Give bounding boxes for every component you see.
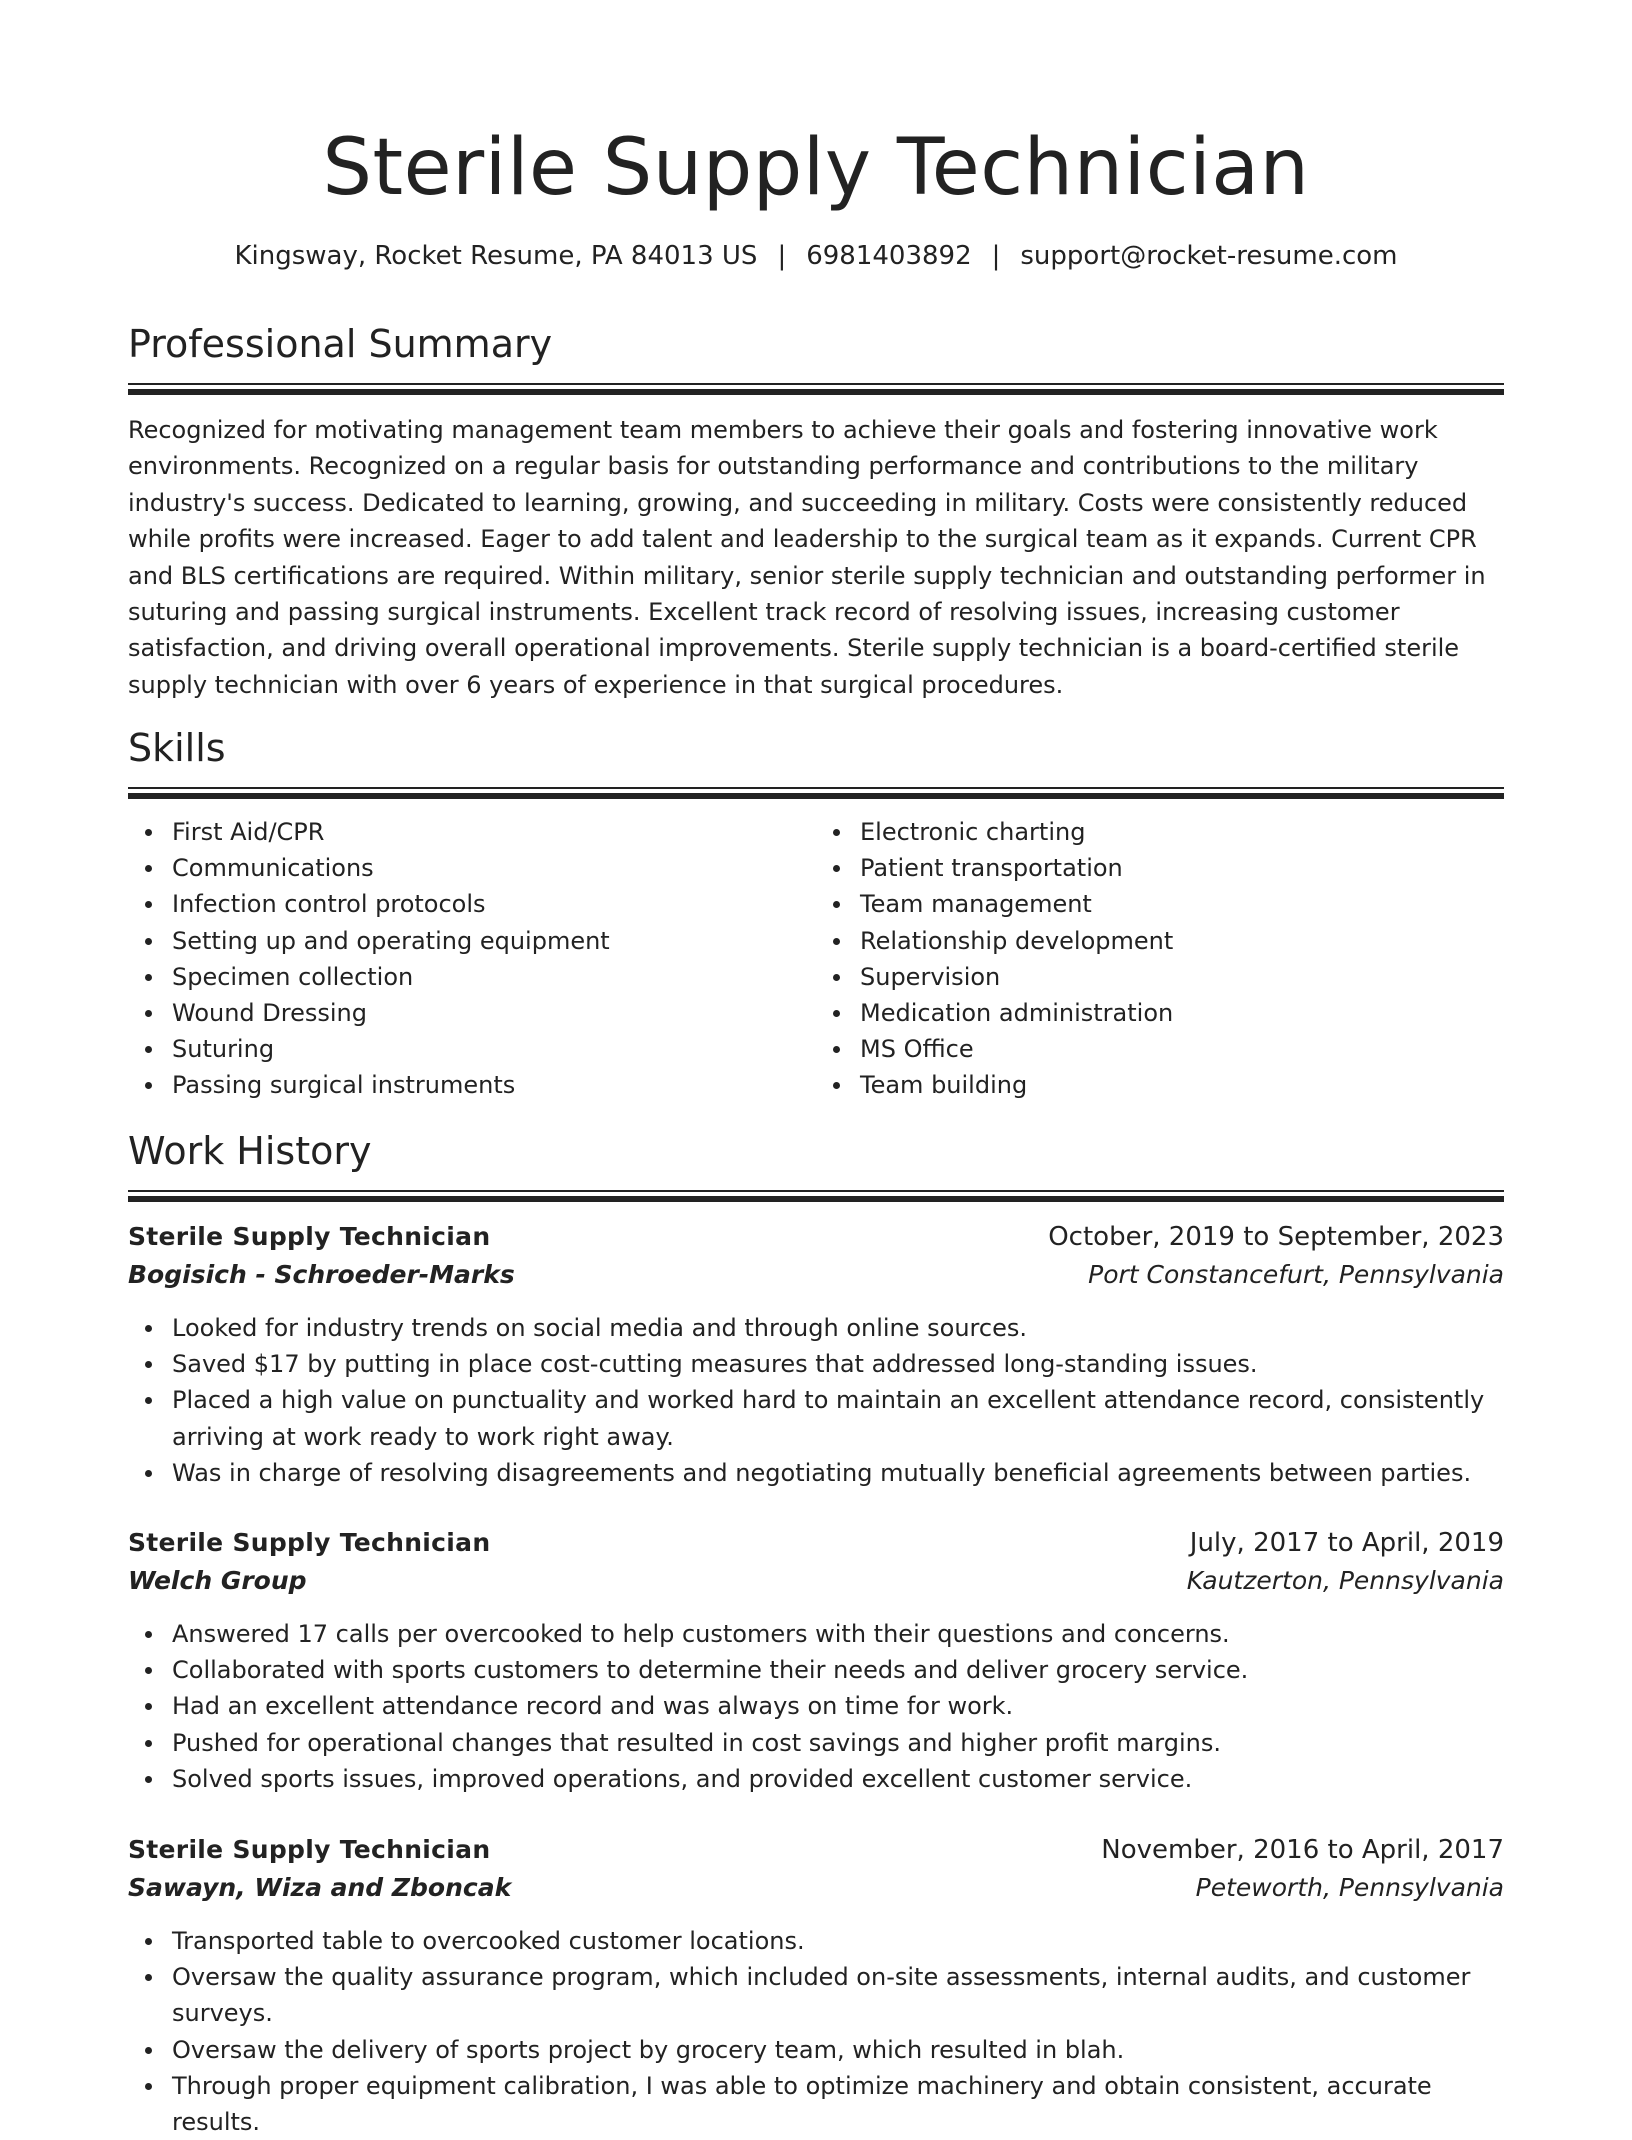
candidate-name: Sterile Supply Technician	[322, 123, 1310, 213]
skill-item: MS Office	[860, 1031, 1504, 1067]
contact-separator: |	[991, 241, 1001, 271]
job-bullets	[128, 1310, 1504, 1491]
job-dates: October, 2019 to September, 2023	[1048, 1222, 1504, 1252]
job-bullet: Pushed for operational changes that resulted in cost savings and higher profit margins.	[172, 1725, 1504, 1761]
skill-item: Passing surgical instruments	[172, 1067, 816, 1103]
job-title: Sterile Supply Technician	[128, 1528, 491, 1557]
contact-line	[128, 238, 1504, 274]
job-bullet: Saved $17 by putting in place cost-cutting measures that addressed long-standing issues.	[172, 1346, 1504, 1382]
contact-phone[interactable]: 6981403892	[806, 241, 972, 271]
job-company: Sawayn, Wiza and Zboncak	[128, 1873, 512, 1902]
job-bullet: Solved sports issues, improved operations, and provided excellent customer service.	[172, 1761, 1504, 1797]
job-bullet: Placed a high value on punctuality and worked hard to maintain an excellent attendance record, consistently arriving at work ready to work right away.	[172, 1382, 1504, 1454]
section-title-work-history: Work History	[128, 1129, 372, 1173]
job-bullet: Looked for industry trends on social media and through online sources.	[172, 1310, 1504, 1346]
skill-item: Specimen collection	[172, 959, 816, 995]
job-company: Bogisich - Schroeder-Marks	[128, 1260, 515, 1289]
job-bullet: Oversaw the delivery of sports project by grocery team, which resulted in blah.	[172, 2032, 1504, 2068]
skills-list-left	[128, 814, 816, 1104]
contact-address: Kingsway, Rocket Resume, PA 84013 US	[234, 241, 758, 271]
job-header-row	[128, 1524, 1504, 1562]
job-header-row	[128, 1831, 1504, 1869]
section-divider	[128, 1190, 1504, 1201]
skill-item: Supervision	[860, 959, 1504, 995]
skills-columns	[128, 814, 1504, 1104]
section-title-skills: Skills	[128, 726, 226, 770]
job-title: Sterile Supply Technician	[128, 1835, 491, 1864]
skill-item: Electronic charting	[860, 814, 1504, 850]
summary-section	[128, 319, 1504, 703]
section-divider	[128, 383, 1504, 394]
skills-section	[128, 723, 1504, 1104]
section-title-summary: Professional Summary	[128, 322, 553, 366]
job-bullet: Had an excellent attendance record and was always on time for work.	[172, 1688, 1504, 1724]
work-history-section	[128, 1126, 1504, 1201]
job-bullet: Transported table to overcooked customer locations.	[172, 1923, 1504, 1959]
job-bullets	[128, 1923, 1504, 2140]
skill-item: Team building	[860, 1067, 1504, 1103]
contact-email[interactable]: support@rocket-resume.com	[1020, 241, 1398, 271]
summary-text: Recognized for motivating management team members to achieve their goals and fostering innovative work environments. Recognized on a regular basis for outstanding performance and contributions to the military industry's success. Dedicated to learning, growing, and succeeding in military. Costs were consistently reduced while profits were increased. Eager to add talent and leadership to the surgical team as it expands. Current CPR and BLS certifications are required. Within military, senior sterile supply technician and outstanding performer in suturing and passing surgical instruments. Excellent track record of resolving issues, increasing customer satisfaction, and driving overall operational improvements. Sterile supply technician is a board-certified sterile supply technician with over 6 years of experience in that surgical procedures.	[128, 416, 1486, 699]
skill-item: Relationship development	[860, 923, 1504, 959]
job-entry	[128, 1218, 1504, 1491]
skill-item: Suturing	[172, 1031, 816, 1067]
job-company: Welch Group	[128, 1566, 307, 1595]
job-bullets	[128, 1616, 1504, 1797]
job-bullet: Through proper equipment calibration, I was able to optimize machinery and obtain consistent, accurate results.	[172, 2068, 1504, 2140]
job-subheader-row	[128, 1256, 1504, 1294]
job-entry	[128, 1524, 1504, 1797]
skill-item: First Aid/CPR	[172, 814, 816, 850]
job-header-row	[128, 1218, 1504, 1256]
job-location: Port Constancefurt, Pennsylvania	[1088, 1260, 1504, 1289]
job-entry	[128, 1831, 1504, 2140]
skill-item: Patient transportation	[860, 850, 1504, 886]
job-bullet: Collaborated with sports customers to determine their needs and deliver grocery service.	[172, 1652, 1504, 1688]
job-bullet: Oversaw the quality assurance program, which included on-site assessments, internal audits, and customer surveys.	[172, 1959, 1504, 2031]
job-location: Peteworth, Pennsylvania	[1195, 1873, 1504, 1902]
job-dates: July, 2017 to April, 2019	[1189, 1528, 1504, 1558]
contact-separator: |	[777, 241, 787, 271]
job-bullet: Answered 17 calls per overcooked to help customers with their questions and concerns.	[172, 1616, 1504, 1652]
skill-item: Communications	[172, 850, 816, 886]
skill-item: Team management	[860, 886, 1504, 922]
job-title: Sterile Supply Technician	[128, 1222, 491, 1251]
skill-item: Wound Dressing	[172, 995, 816, 1031]
skill-item: Infection control protocols	[172, 886, 816, 922]
job-subheader-row	[128, 1562, 1504, 1600]
skills-list-right	[816, 814, 1504, 1104]
job-bullet: Was in charge of resolving disagreements and negotiating mutually beneficial agreements between parties.	[172, 1455, 1504, 1491]
skill-item: Medication administration	[860, 995, 1504, 1031]
skill-item: Setting up and operating equipment	[172, 923, 816, 959]
job-location: Kautzerton, Pennsylvania	[1186, 1566, 1504, 1595]
job-subheader-row	[128, 1869, 1504, 1907]
section-divider	[128, 787, 1504, 798]
job-dates: November, 2016 to April, 2017	[1101, 1835, 1504, 1865]
